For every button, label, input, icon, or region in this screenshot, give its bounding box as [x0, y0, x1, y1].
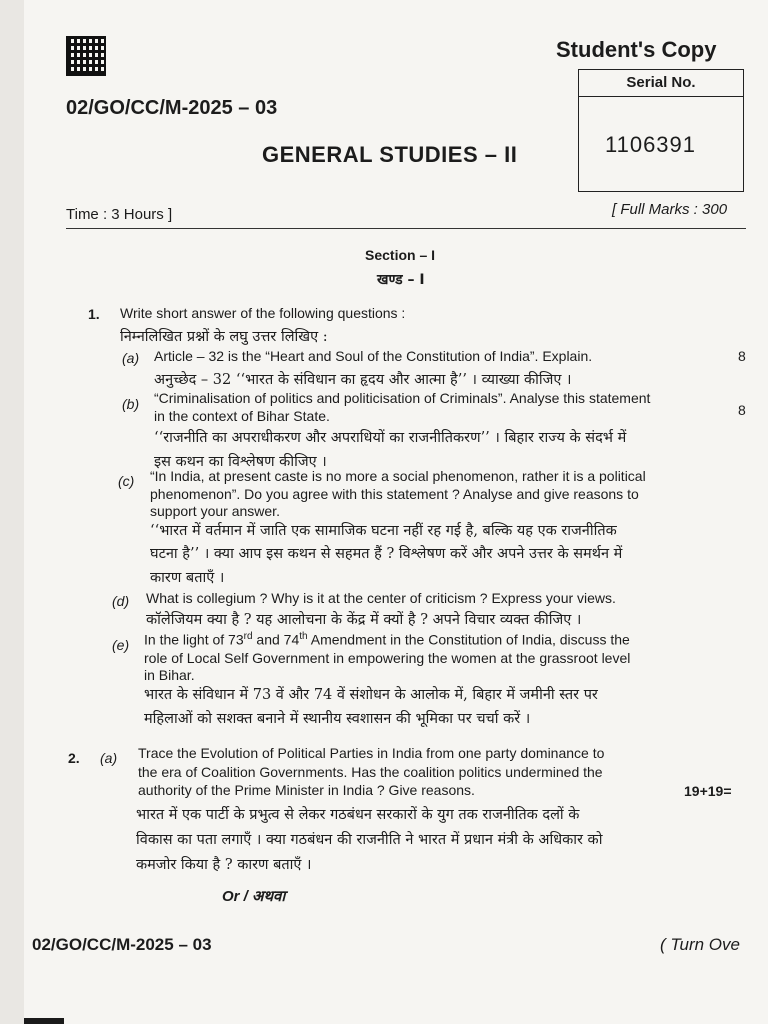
part-a-text-en: Article – 32 is the “Heart and Soul of the Constitution of India”. Explain.: [154, 348, 593, 364]
section-heading-hi: खण्ड – I: [377, 272, 425, 288]
part-c-text-hi: कारण बताएँ ।: [150, 570, 225, 586]
part-label: (b): [122, 396, 140, 412]
question-text-en: Write short answer of the following questions :: [120, 305, 406, 321]
part-b-text-hi: ‘‘राजनीति का अपराधीकरण और अपराधियों का राजनीतिकरण’’ । बिहार राज्य के संदर्भ में: [154, 430, 627, 446]
page-corner-mark: [24, 1018, 64, 1024]
part-e-text-hi: महिलाओं को सशक्त बनाने में स्थानीय स्वशासन की भूमिका पर चर्चा करें ।: [144, 711, 531, 727]
paper-title: GENERAL STUDIES – II: [262, 142, 518, 167]
part-c-text-hi: घटना है’’ । क्या आप इस कथन से सहमत हैं ? विश्लेषण करें और अपने उत्तर के समर्थन में: [150, 546, 623, 562]
paper-code: 02/GO/CC/M-2025 – 03: [66, 97, 278, 119]
serial-number-box: [578, 69, 744, 192]
serial-label: Serial No.: [579, 70, 743, 97]
q2-part-a-text-en: authority of the Prime Minister in India ? Give reasons.: [138, 782, 475, 798]
part-label: (c): [118, 473, 135, 489]
part-c-text-hi: ‘‘भारत में वर्तमान में जाति एक सामाजिक घटना नहीं रह गई है, बल्कि यह एक राजनीतिक: [150, 523, 617, 539]
part-b-text-en: in the context of Bihar State.: [154, 408, 330, 424]
turn-over-label: ( Turn Ove: [660, 935, 740, 954]
part-d-text-en: What is collegium ? Why is it at the center of criticism ? Express your views.: [146, 590, 616, 606]
part-d-text-hi: कॉलेजियम क्या है ? यह आलोचना के केंद्र में क्यों है ? अपने विचार व्यक्त कीजिए ।: [146, 612, 582, 628]
part-e-text-en: in Bihar.: [144, 667, 195, 683]
q2-part-a-text-hi: भारत में एक पार्टी के प्रभुत्व से लेकर गठबंधन सरकारों के युग तक राजनीतिक दलों के: [136, 807, 580, 823]
full-marks: [ Full Marks : 300: [612, 201, 728, 218]
qr-code-icon: [66, 36, 106, 76]
time-allowed: Time : 3 Hours ]: [66, 206, 173, 223]
part-c-text-en: support your answer.: [150, 503, 280, 519]
part-c-text-en: “In India, at present caste is no more a social phenomenon, rather it is a political: [150, 468, 646, 484]
question-number: 2.: [68, 750, 80, 766]
part-label: (e): [112, 637, 130, 653]
serial-number: 1106391: [605, 132, 697, 157]
part-label: (a): [100, 750, 118, 766]
students-copy-label: Student's Copy: [556, 37, 717, 62]
section-heading-en: Section – I: [365, 247, 436, 263]
part-label: (d): [112, 593, 130, 609]
part-c-text-en: phenomenon”. Do you agree with this statement ? Analyse and give reasons to: [150, 486, 639, 502]
question-text-hi: निम्नलिखित प्रश्नों के लघु उत्तर लिखिए :: [120, 329, 328, 345]
part-b-text-en: “Criminalisation of politics and politicisation of Criminals”. Analyse this statement: [154, 390, 651, 406]
part-a-text-hi: अनुच्छेद – 32 ‘‘भारत के संविधान का हृदय और आत्मा है’’ । व्याख्या कीजिए ।: [154, 372, 572, 388]
footer-paper-code: 02/GO/CC/M-2025 – 03: [32, 935, 212, 954]
or-separator: Or / अथवा: [222, 888, 286, 905]
header-divider: [66, 228, 746, 229]
q2-part-a-text-en: the era of Coalition Governments. Has the coalition politics undermined the: [138, 764, 603, 780]
q2-part-a-text-hi: कमजोर किया है ? कारण बताएँ ।: [136, 857, 312, 873]
q2-part-a-text-en: Trace the Evolution of Political Parties in India from one party dominance to: [138, 745, 605, 761]
part-b-text-hi: इस कथन का विश्लेषण कीजिए ।: [154, 454, 327, 470]
part-b-marks: 8: [738, 402, 746, 418]
part-e-text-en: In the light of 73rd and 74th Amendment in the Constitution of India, discuss the: [144, 631, 630, 648]
q2-part-a-text-hi: विकास का पता लगाएँ । क्या गठबंधन की राजनीति ने भारत में प्रधान मंत्री के अधिकार को: [136, 832, 603, 848]
q2-marks: 19+19=: [684, 783, 732, 799]
part-a-marks: 8: [738, 348, 746, 364]
question-number: 1.: [88, 306, 100, 322]
part-e-text-en: role of Local Self Government in empowering the women at the grassroot level: [144, 650, 631, 666]
part-label: (a): [122, 350, 140, 366]
part-e-text-hi: भारत के संविधान में 73 वें और 74 वें संशोधन के आलोक में, बिहार में जमीनी स्तर पर: [144, 687, 598, 703]
